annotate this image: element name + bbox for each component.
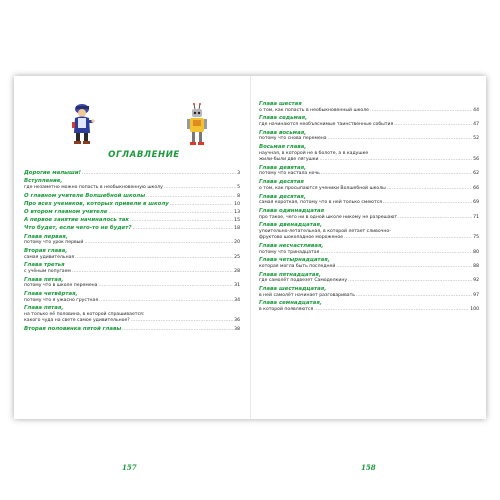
chapter-description: которая могла быть последней xyxy=(259,263,336,269)
toc-entry[interactable] xyxy=(259,222,479,241)
toc-page-number: 69 xyxy=(473,200,479,206)
chapter-heading: Глава шестая xyxy=(259,101,302,107)
dot-leader xyxy=(394,122,472,127)
chapter-heading: О втором главном учителе xyxy=(24,208,108,215)
chapter-heading: Глава несчастливая, xyxy=(259,242,324,249)
chapter-heading: О главном учителе Волшебной школы xyxy=(24,192,146,199)
chapter-description: упоительно-летательная, в которой летает сливочно- xyxy=(259,228,391,234)
toc-row xyxy=(259,215,479,221)
page-number-right: 158 xyxy=(361,463,376,472)
chapter-heading: Про всех учеников, которых привели в школу xyxy=(24,200,169,207)
dot-leader xyxy=(314,307,469,312)
toc-page-number: 100 xyxy=(470,307,479,313)
toc-page-number: 56 xyxy=(473,156,479,162)
toc-row xyxy=(259,136,479,142)
chapter-heading: Глава восьмая, xyxy=(259,129,307,136)
chapter-heading: Глава первая, xyxy=(24,233,68,240)
pirate-illustration xyxy=(70,100,96,146)
toc-page-number: 20 xyxy=(234,240,240,246)
chapter-heading: Что будет, если чего-то не будет? xyxy=(24,225,132,232)
chapter-heading: Дорогие малыши! xyxy=(24,170,82,176)
dot-leader xyxy=(132,226,233,231)
toc-row xyxy=(24,185,240,191)
chapter-heading: Вступление, xyxy=(24,178,63,185)
chapter-heading: Глава десятая, xyxy=(259,193,306,200)
toc-row xyxy=(24,326,240,333)
chapter-description: потому что урок первый xyxy=(24,240,84,246)
chapter-description: потому что я ужасно грустная xyxy=(24,297,99,303)
toc-entry[interactable] xyxy=(259,165,479,178)
dot-leader xyxy=(98,283,233,288)
dot-leader xyxy=(328,136,473,141)
toc-page-number: 47 xyxy=(473,121,479,127)
toc-row xyxy=(259,171,479,177)
toc-row xyxy=(259,278,479,284)
toc-entry[interactable] xyxy=(259,115,479,128)
chapter-description: на только её половина, в которой спрашивается: xyxy=(24,312,145,318)
toc-page-number: 10 xyxy=(234,201,240,207)
chapter-heading: Глава пятая, xyxy=(24,305,64,312)
toc-row xyxy=(24,269,240,275)
toc-row xyxy=(24,209,240,216)
toc-row xyxy=(24,255,240,261)
chapter-heading: Восьмая глава, xyxy=(259,144,307,151)
toc-page-number: 62 xyxy=(473,171,479,177)
toc-page-number: 28 xyxy=(234,268,240,274)
toc-entry[interactable] xyxy=(24,225,240,232)
toc-entry[interactable] xyxy=(24,277,240,290)
dot-leader xyxy=(131,318,233,323)
toc-page-number: 13 xyxy=(234,209,240,215)
dot-leader xyxy=(72,269,233,274)
toc-entry[interactable] xyxy=(24,262,240,275)
toc-page-number: 31 xyxy=(234,283,240,289)
chapter-heading: Глава двенадцатая, xyxy=(259,222,322,229)
toc-entry[interactable] xyxy=(259,286,479,299)
dot-leader xyxy=(164,185,236,190)
chapter-heading: Глава четвёртая, xyxy=(24,291,78,298)
toc-row xyxy=(24,298,240,304)
toc-row xyxy=(24,240,240,246)
page-number-left: 157 xyxy=(122,463,137,472)
dot-leader xyxy=(320,250,472,255)
chapter-description: в которой появляются xyxy=(259,307,314,313)
dot-leader xyxy=(336,264,472,269)
toc-entry[interactable] xyxy=(24,234,240,247)
toc-entry[interactable] xyxy=(24,193,240,200)
dot-leader xyxy=(122,327,233,332)
toc-row xyxy=(24,225,240,232)
chapter-heading: Вторая половинка пятой главы xyxy=(24,326,122,333)
dot-leader xyxy=(75,255,233,260)
toc-page-number: 5 xyxy=(237,184,240,190)
chapter-heading: Глава десятая xyxy=(259,179,304,186)
toc-page-number: 80 xyxy=(473,249,479,255)
chapter-heading: Глава шестнадцатая, xyxy=(259,286,327,293)
toc-row xyxy=(259,293,479,299)
dot-leader xyxy=(344,235,472,240)
toc-row xyxy=(24,283,240,289)
chapter-heading: Вторая глава, xyxy=(24,247,68,254)
chapter-description: самая удивительная xyxy=(24,254,75,260)
chapter-description: с учёным попугаем xyxy=(24,268,71,274)
dot-leader xyxy=(398,215,472,220)
toc-entry[interactable] xyxy=(259,257,479,270)
dot-leader xyxy=(320,157,473,162)
toc-row xyxy=(259,157,479,163)
toc-page-number: 71 xyxy=(473,214,479,220)
chapter-description: потому что в школе перемена xyxy=(24,283,98,289)
toc-row xyxy=(24,193,240,200)
toc-entry[interactable] xyxy=(259,130,479,143)
toc-page-number: 38 xyxy=(234,327,240,333)
toc-page-number: 97 xyxy=(473,292,479,298)
toc-page-number: 36 xyxy=(234,318,240,324)
toc-page-number: 18 xyxy=(234,226,240,232)
dot-leader xyxy=(108,210,233,215)
dot-leader xyxy=(387,186,472,191)
toc-entry[interactable] xyxy=(259,272,479,285)
toc-row xyxy=(259,122,479,128)
toc-entry[interactable] xyxy=(259,194,479,207)
chapter-description: потому что настала ночь xyxy=(259,171,320,177)
chapter-description: где самолёт подвезет Самоделкину xyxy=(259,278,348,284)
toc-page-number: 66 xyxy=(473,185,479,191)
dot-leader xyxy=(84,240,233,245)
dot-leader xyxy=(82,171,236,176)
chapter-description: потому что снова перемена xyxy=(259,136,327,142)
dot-leader xyxy=(383,200,472,205)
chapter-description: жили-были две лягушки xyxy=(259,156,319,162)
toc-list-left xyxy=(24,170,240,334)
toc-page-number: 75 xyxy=(473,235,479,241)
toc-row xyxy=(24,217,240,224)
toc-page-number: 34 xyxy=(234,297,240,303)
chapter-description: самая короткая, потому что в ней только смеются xyxy=(259,200,382,206)
toc-entry[interactable] xyxy=(259,300,479,313)
toc-row xyxy=(259,307,479,313)
right-page xyxy=(251,76,487,472)
toc-page-number: 8 xyxy=(237,193,240,199)
toc-row xyxy=(24,170,240,177)
chapter-heading: Глава одиннадцатая xyxy=(259,207,325,214)
chapter-heading: Глава пятая, xyxy=(24,276,64,283)
dot-leader xyxy=(370,108,472,113)
toc-row xyxy=(259,200,479,206)
chapter-description: где незаметно можно попасть в необыкновенную школу xyxy=(24,184,163,190)
chapter-description: фруктово шоколадное мороженое xyxy=(259,235,344,241)
toc-list-right xyxy=(259,101,479,315)
chapter-heading: Глава девятая, xyxy=(259,164,307,171)
chapter-description: в ней самолёт начинает разговаривать xyxy=(259,292,355,298)
toc-page-number: 44 xyxy=(473,107,479,113)
chapter-heading: Глава пятнадцатая, xyxy=(259,271,321,278)
toc-row xyxy=(24,201,240,208)
toc-entry[interactable] xyxy=(259,243,479,256)
chapter-heading: Глава седьмая, xyxy=(259,115,308,122)
chapter-heading: А первое занятие начиналось так xyxy=(24,217,130,224)
chapter-heading: Глава третья xyxy=(24,262,65,269)
toc-row xyxy=(259,186,479,192)
toc-entry[interactable] xyxy=(24,209,240,216)
dot-leader xyxy=(321,171,472,176)
toc-title: ОГЛАВЛЕНИЕ xyxy=(108,150,180,160)
toc-entry[interactable] xyxy=(24,248,240,261)
toc-page-number: 15 xyxy=(234,218,240,224)
toc-entry[interactable] xyxy=(24,305,240,324)
dot-leader xyxy=(348,278,472,283)
dot-leader xyxy=(146,194,236,199)
toc-page-number: 25 xyxy=(234,254,240,260)
toc-row xyxy=(259,250,479,256)
toc-entry[interactable] xyxy=(24,178,240,191)
toc-entry[interactable] xyxy=(259,179,479,192)
toc-row xyxy=(259,264,479,270)
toc-page-number: 3 xyxy=(237,171,240,176)
left-page xyxy=(14,76,250,472)
toc-entry[interactable] xyxy=(24,170,240,177)
toc-entry[interactable] xyxy=(24,217,240,224)
toc-row xyxy=(259,235,479,241)
chapter-description: о том, как попасть в необыкновенный школе xyxy=(259,107,369,113)
toc-entry[interactable] xyxy=(24,291,240,304)
dot-leader xyxy=(130,218,233,223)
chapter-description: где начинаются необъяснимые таинственные события xyxy=(259,121,394,127)
toc-entry[interactable] xyxy=(259,208,479,221)
dot-leader xyxy=(356,293,472,298)
dot-leader xyxy=(170,202,233,207)
chapter-description: научная, в которой не в болоте, а в кадушке xyxy=(259,150,369,156)
toc-entry[interactable] xyxy=(24,326,240,333)
toc-entry[interactable] xyxy=(259,144,479,163)
toc-row xyxy=(24,318,240,324)
chapter-heading: Глава четырнадцатая, xyxy=(259,257,330,264)
chapter-description: про такое, чего ни в одной школе никому не разрешают xyxy=(259,214,398,220)
toc-page-number: 88 xyxy=(473,263,479,269)
toc-entry[interactable] xyxy=(24,201,240,208)
toc-page-number: 52 xyxy=(473,136,479,142)
toc-page-number: 92 xyxy=(473,278,479,284)
book-spread xyxy=(14,76,486,472)
dot-leader xyxy=(99,298,233,303)
chapter-description: какого чуда на свете самое удивительное? xyxy=(24,318,130,324)
chapter-description: потому что тринадцатая xyxy=(259,249,320,255)
toc-entry[interactable] xyxy=(259,101,479,114)
chapter-heading: Глава семнадцатая, xyxy=(259,300,322,307)
toc-row xyxy=(259,108,479,114)
robot-illustration xyxy=(186,102,208,148)
chapter-description: о том, как просыпаются ученики Волшебной школы xyxy=(259,185,386,191)
